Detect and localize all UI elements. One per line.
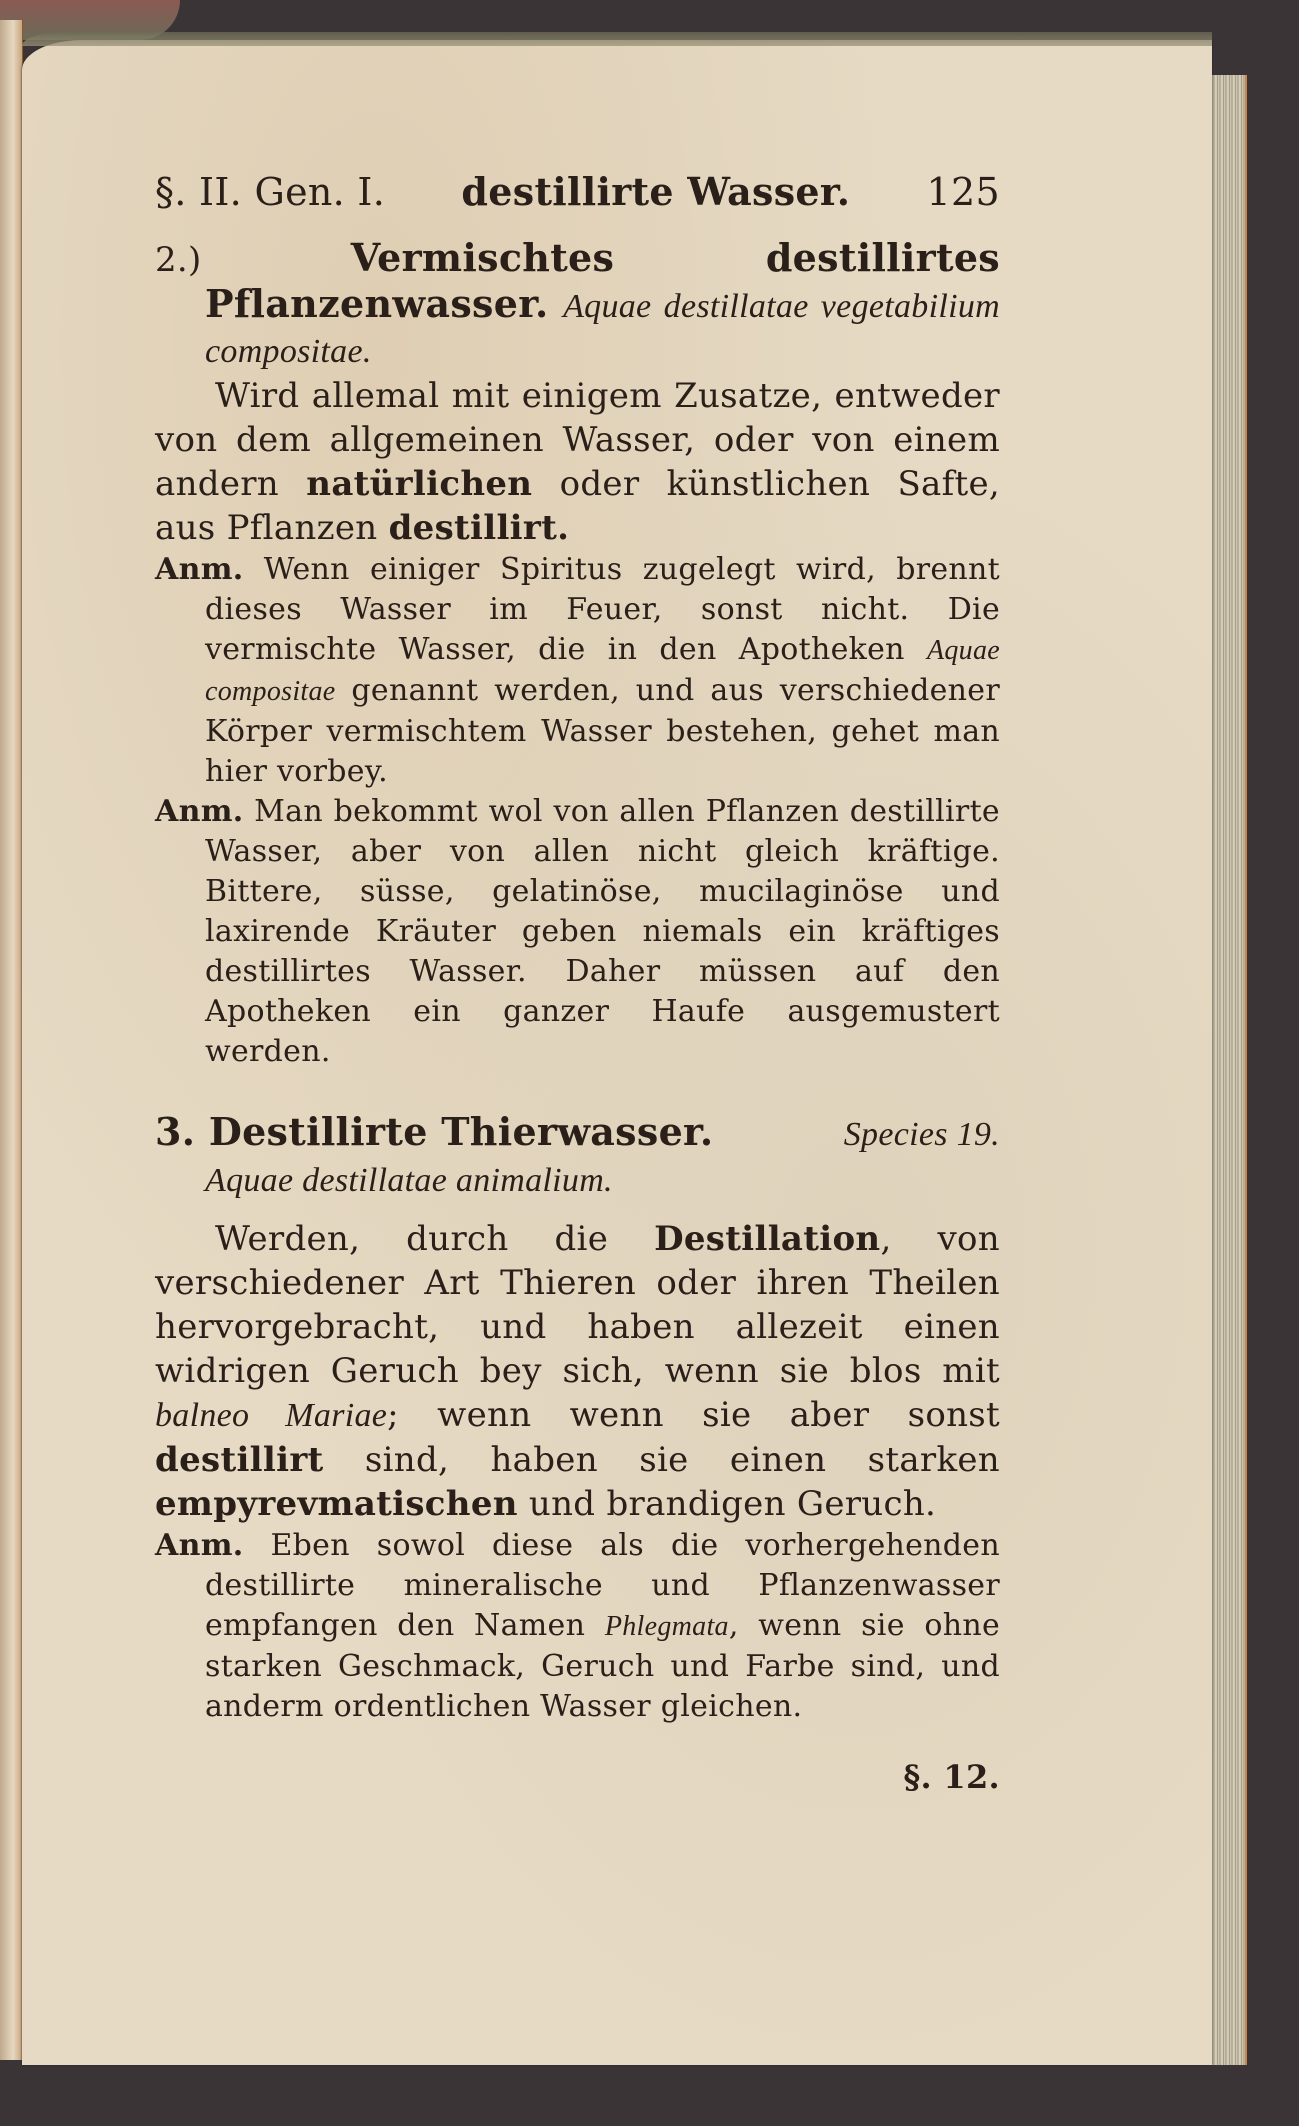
note-2 — [155, 792, 1000, 1072]
page-number: 125 — [926, 170, 1000, 214]
note-latin: Aquae compositae — [205, 635, 1000, 707]
section2-number: 2.) — [155, 240, 202, 280]
note-label: Anm. — [155, 1528, 244, 1563]
body-text: Wird allemal mit einigem Zusatze, entweder von dem allgemeinen Wasser, oder von einem andern — [155, 376, 1000, 504]
body-emphasis: destillirt. — [388, 508, 570, 548]
section2-title: Vermischtes destillirtes Pflanzenwasser. — [205, 235, 1000, 326]
body-text: ; wenn wenn sie aber sonst — [387, 1395, 1000, 1435]
note-1 — [155, 550, 1000, 792]
section2-heading — [155, 236, 1000, 374]
note-label: Anm. — [155, 794, 244, 829]
page-content — [155, 170, 1000, 1799]
note-text: Eben sowol diese als die vorhergehenden destillirte mineralische und Pflanzenwasser empfangen den Namen — [205, 1528, 1000, 1643]
section3-body — [155, 1217, 1000, 1526]
note-text: genannt werden, und aus verschiedener Körper vermischtem Wasser bestehen, gehet man hier vorbey. — [205, 673, 1000, 789]
body-emphasis: destillirt — [155, 1440, 324, 1480]
body-latin: balneo Mariae — [155, 1397, 388, 1434]
body-emphasis: Destillation — [654, 1219, 881, 1259]
body-text: und brandigen Geruch. — [517, 1484, 937, 1524]
note-text: , wenn sie ohne starken Geschmack, Geruch und Farbe sind, und anderm ordentlichen Wasser gleichen. — [205, 1608, 1001, 1724]
section3-title-wrap — [155, 1110, 713, 1154]
body-text: oder künstlichen Safte, aus Pflanzen — [155, 464, 1000, 548]
note-label: Anm. — [155, 552, 244, 587]
species-label: Species 19. — [843, 1116, 1000, 1153]
body-text: , von verschiedener Art Thieren oder ihren Theilen hervorgebracht, und haben allezeit einen widrigen Geruch bey sich, wenn sie blos mit — [155, 1219, 1000, 1391]
running-title: destillirte Wasser. — [461, 169, 851, 214]
note-text: Wenn einiger Spiritus zugelegt wird, brennt dieses Wasser im Feuer, sonst nicht. Die vermischte Wasser, die in den Apotheken — [205, 552, 1000, 667]
section3-latin: Aquae destillatae animalium. — [205, 1162, 613, 1199]
body-emphasis: natürlichen — [306, 464, 533, 504]
section3-heading — [155, 1110, 1000, 1157]
section3-number: 3. — [155, 1109, 196, 1154]
page-header — [155, 170, 1000, 214]
note-text: Man bekommt wol von allen Pflanzen destillirte Wasser, aber von allen nicht gleich kräftige. Bittere, süsse, gelatinöse, mucilaginöse und laxirende Kräuter geben niemals ein kräftiges destillirtes Wasser. Daher müssen auf den Apotheken ein ganzer Haufe ausgemustert werden. — [205, 794, 1000, 1069]
body-emphasis: empyrevmatischen — [155, 1484, 518, 1524]
body-text: Werden, durch die — [215, 1219, 655, 1259]
catchword: §. 12. — [903, 1758, 1000, 1796]
body-text: sind, haben sie einen starken — [323, 1440, 1000, 1480]
note-3 — [155, 1526, 1000, 1727]
facing-page-edge — [0, 20, 23, 2060]
note-latin: Phlegmata — [604, 1611, 729, 1642]
section3-title: Destillirte Thierwasser. — [208, 1109, 714, 1154]
header-section: §. II. Gen. I. — [155, 170, 386, 214]
section2-body — [155, 374, 1000, 550]
section2-latin: Aquae destillatae vegetabilium compositae. — [205, 288, 1000, 370]
